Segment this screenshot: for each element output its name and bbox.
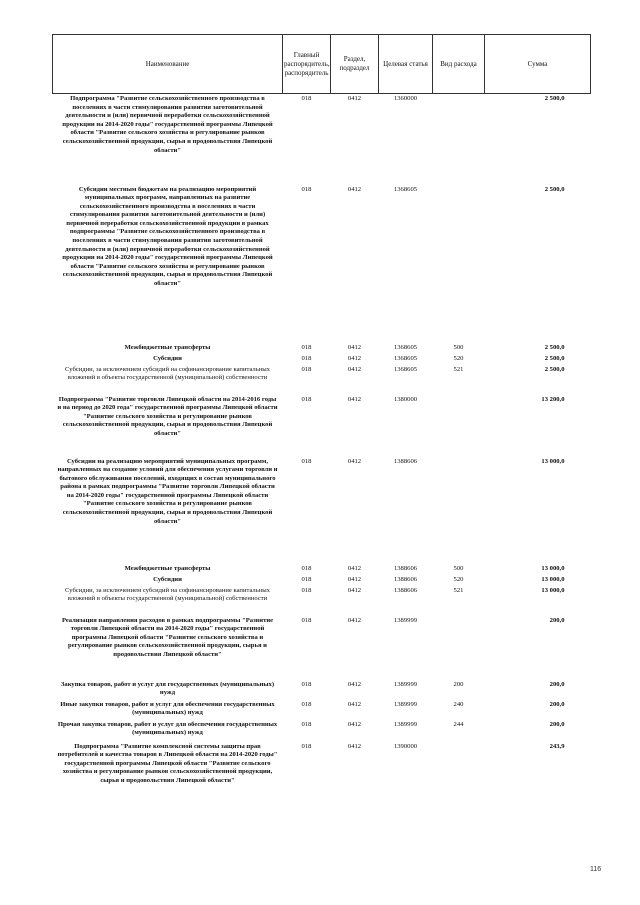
table-row: [53, 344, 591, 355]
row-sum: 13 000,0: [541, 564, 565, 572]
row-expense-type: [433, 617, 485, 681]
header-expense-type: Вид расхода: [433, 35, 485, 94]
row-sum: 200,0: [549, 700, 565, 708]
row-sum: 13 000,0: [541, 575, 565, 583]
header-section: Раздел, подраздел: [331, 35, 379, 94]
row-admin: 018: [301, 742, 312, 750]
table-row: [53, 94, 591, 186]
row-name: Субсидии местным бюджетам на реализацию мероприятий муниципальных программ, направленных на развитие сельскохозяйственного производства в поселениях в части стимулирования развития заготовительной деятельности и (или) первичной переработки сельскохозяйственной продукции в рамках подпрограммы "Развитие сельскохозяйственного производства в поселениях в части стимулирования развития заготовительной деятельности и (или) первичной переработки сельскохозяйственной продукции на 2014-2020 годы" государственной программы Липецкой области "Развитие сельского хозяйства и регулирование рынков сельскохозяйственной продукции, сырья и продовольствия Липецкой области": [62, 185, 273, 288]
row-name: Иные закупки товаров, работ и услуг для обеспечения государственных (муниципальных) нужд: [60, 700, 275, 717]
header-name: Наименование: [53, 35, 283, 94]
row-sum: 2 500,0: [544, 95, 565, 102]
row-section: 0412: [347, 586, 362, 594]
row-admin: 018: [301, 395, 312, 403]
row-name: Субсидии, за исключением субсидий на софинансирование капитальных вложений в объекты государственной (муниципальной) собственности: [65, 586, 270, 603]
page-number: 116: [590, 866, 602, 873]
row-section: 0412: [347, 575, 362, 583]
row-admin: 018: [301, 457, 312, 465]
row-sum: 2 500,0: [544, 343, 565, 351]
row-section: 0412: [347, 616, 362, 624]
row-name: Закупка товаров, работ и услуг для государственных (муниципальных) нужд: [60, 680, 275, 697]
row-name: Реализация направления расходов в рамках подпрограммы "Развитие торговли Липецкой области на 2014-2020 годы" государственной программы Липецкой области "Развитие сельского хозяйства и регулирование рынков сельскохозяйственной продукции, сырья и продовольствия Липецкой области": [61, 616, 274, 658]
row-name: Субсидии, за исключением субсидий на софинансирование капитальных вложений в объекты государственной (муниципальной) собственности: [65, 365, 270, 382]
row-target: 1368605: [393, 354, 418, 362]
row-section: 0412: [347, 742, 362, 750]
row-target: 1389999: [393, 700, 418, 708]
row-admin: 018: [301, 616, 312, 624]
row-expense-type: 521: [453, 365, 464, 373]
row-expense-type: 500: [453, 564, 464, 572]
row-target: 1390000: [393, 742, 418, 750]
row-name: Подпрограмма "Развитие комплексной системы защиты прав потребителей и качества товаров в Липецкой области на 2014-2020 годы" государственной программы Липецкой области "Развитие сельского хозяйства и регулирование рынков сельскохозяйственной продукции, сырья и продовольствия Липецкой области": [57, 742, 278, 784]
row-sum: 2 500,0: [544, 365, 565, 373]
table-row: [53, 701, 591, 721]
row-admin: 018: [301, 365, 312, 373]
row-target: 1389999: [393, 616, 418, 624]
row-expense-type: 520: [453, 354, 464, 362]
table-row: [53, 721, 591, 743]
row-sum: 200,0: [549, 720, 565, 728]
row-expense-type: 244: [453, 720, 464, 728]
table-row: [53, 355, 591, 366]
row-expense-type: 520: [453, 575, 464, 583]
row-sum: 13 000,0: [541, 586, 565, 594]
row-name: Субсидии на реализацию мероприятий муниципальных программ, направленных на создание условий для обеспечения услугами торговли и бытового обслуживания поселений, входящих в состав муниципального района в рамках подпрограммы "Развитие торговли Липецкой области на 2014-2020 годы" государственной программы Липецкой области "Развитие сельского хозяйства и регулирование рынков сельскохозяйственной продукции, сырья и продовольствия Липецкой области": [57, 457, 278, 525]
row-sum: 2 500,0: [544, 185, 565, 193]
row-admin: 018: [301, 700, 312, 708]
row-target: 1360000: [393, 95, 418, 102]
row-target: 1389999: [393, 680, 418, 688]
row-sum: 200,0: [549, 616, 565, 624]
table-row: [53, 396, 591, 458]
row-expense-type: 200: [453, 680, 464, 688]
row-section: 0412: [347, 680, 362, 688]
row-expense-type: [433, 458, 485, 565]
row-target: 1388606: [393, 586, 418, 594]
row-sum: 13 200,0: [541, 395, 565, 403]
row-section: 0412: [347, 185, 362, 193]
row-target: 1388606: [393, 575, 418, 583]
table-body: [53, 94, 591, 813]
row-admin: 018: [301, 343, 312, 351]
row-expense-type: [433, 743, 485, 813]
row-expense-type: [433, 94, 485, 186]
row-target: 1368605: [393, 365, 418, 373]
row-section: 0412: [347, 564, 362, 572]
row-target: 1368605: [393, 185, 418, 193]
row-name: Субсидии: [153, 575, 182, 583]
table-row: [53, 576, 591, 587]
table-row: [53, 743, 591, 813]
row-name: Подпрограмма "Развитие сельскохозяйственного производства в поселениях в части стимулирования развития заготовительной деятельности и (или) первичной переработки сельскохозяйственной продукции на 2014-2020 годы" государственной программы Липецкой области "Развитие сельского хозяйства и регулирование рынков сельскохозяйственной продукции, сырья и продовольствия Липецкой области": [62, 95, 273, 154]
row-expense-type: 521: [453, 586, 464, 594]
row-sum: 200,0: [549, 680, 565, 688]
header-admin: Главный распорядитель, распорядитель: [283, 35, 331, 94]
row-admin: 018: [301, 720, 312, 728]
row-section: 0412: [347, 343, 362, 351]
row-section: 0412: [347, 700, 362, 708]
row-target: 1388606: [393, 457, 418, 465]
table-row: [53, 186, 591, 344]
row-section: 0412: [347, 720, 362, 728]
row-section: 0412: [347, 457, 362, 465]
budget-table: [52, 34, 591, 813]
table-row: [53, 565, 591, 576]
row-name: Межбюджетные трансферты: [124, 564, 211, 572]
row-expense-type: [433, 186, 485, 344]
row-target: 1389999: [393, 720, 418, 728]
header-sum: Сумма: [485, 35, 591, 94]
row-name: Прочая закупка товаров, работ и услуг для обеспечения государственных (муниципальных) нужд: [57, 720, 278, 737]
table-row: [53, 681, 591, 701]
table-row: [53, 458, 591, 565]
table-row: [53, 366, 591, 396]
row-section: 0412: [347, 354, 362, 362]
table-row: [53, 587, 591, 617]
row-admin: 018: [301, 354, 312, 362]
header-target: Целевая статья: [379, 35, 433, 94]
row-admin: 018: [301, 680, 312, 688]
row-admin: 018: [301, 95, 312, 102]
row-admin: 018: [301, 586, 312, 594]
row-sum: 243,9: [549, 742, 565, 750]
row-target: 1368605: [393, 343, 418, 351]
table-row: [53, 617, 591, 681]
row-admin: 018: [301, 575, 312, 583]
row-section: 0412: [347, 95, 362, 102]
row-section: 0412: [347, 365, 362, 373]
row-name: Подпрограмма "Развитие торговли Липецкой области на 2014-2016 годы и на период до 2020 года" государственной программы Липецкой области "Развитие сельского хозяйства и регулирование рынков сельскохозяйственной продукции, сырья и продовольствия Липецкой области": [57, 395, 278, 437]
row-expense-type: 500: [453, 343, 464, 351]
row-name: Межбюджетные трансферты: [124, 343, 211, 351]
row-target: 1388606: [393, 564, 418, 572]
row-sum: 13 000,0: [541, 457, 565, 465]
row-target: 1380000: [393, 395, 418, 403]
row-sum: 2 500,0: [544, 354, 565, 362]
row-section: 0412: [347, 395, 362, 403]
row-expense-type: 240: [453, 700, 464, 708]
row-admin: 018: [301, 185, 312, 193]
row-expense-type: [433, 396, 485, 458]
row-name: Субсидии: [153, 354, 182, 362]
row-admin: 018: [301, 564, 312, 572]
table-header: [53, 35, 591, 94]
